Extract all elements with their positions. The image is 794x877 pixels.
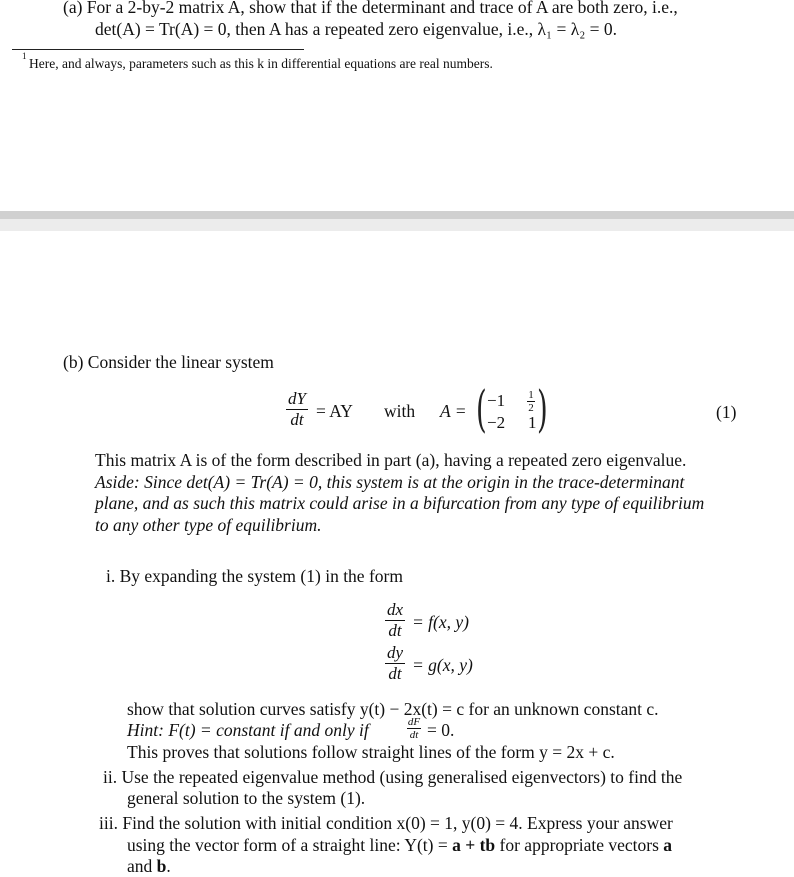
part-a-line-1: (a) For a 2-by-2 matrix A, show that if the determinant and trace of A are both zero, i.e.,: [63, 0, 678, 17]
part-b-intro: (b) Consider the linear system: [63, 352, 274, 372]
matrix-cell-21: −2: [487, 413, 506, 432]
sub-i-line-1: show that solution curves satisfy y(t) − 2x(t) = c for an unknown constant c.: [127, 699, 659, 719]
dx-dt-fraction: [385, 601, 405, 640]
half-denominator: 2: [528, 402, 534, 414]
sub-ii-line-2: general solution to the system (1).: [127, 788, 366, 808]
and-text: and: [127, 856, 157, 876]
dy-numerator: dy: [386, 643, 404, 662]
sub-iii-line-1: iii. Find the solution with initial condition x(0) = 1, y(0) = 4. Express your answer: [99, 813, 673, 833]
vector-a: a: [663, 835, 673, 855]
matrix-cell-22: 1: [528, 413, 537, 432]
hint-fraction: [407, 717, 421, 740]
dt-denominator: dt: [290, 410, 304, 429]
f-rhs: = f(x, y): [412, 612, 469, 632]
equation-1-A-equals: A =: [440, 401, 467, 421]
hint-equals-zero: = 0.: [427, 720, 455, 740]
equation-1-fraction: [286, 390, 308, 429]
part-b-aside-line-1: Aside: Since det(A) = Tr(A) = 0, this system is at the origin in the trace-determinant: [95, 472, 685, 492]
page-break: [0, 219, 794, 231]
period: .: [166, 856, 171, 876]
vector-form-expression: a + tb: [452, 835, 496, 855]
part-b-aside-line-3: to any other type of equilibrium.: [95, 515, 322, 535]
left-paren: (: [476, 380, 487, 438]
dF-numerator: dF: [407, 716, 421, 728]
footnote-mark: 1: [22, 51, 27, 61]
dx-numerator: dx: [386, 600, 404, 619]
vectors-text: for appropriate vectors: [495, 835, 664, 855]
dt-denominator: dt: [388, 664, 402, 683]
dY-numerator: dY: [288, 389, 306, 408]
part-b-aside-line-2: plane, and as such this matrix could arise in a bifurcation from any type of equilibrium: [95, 493, 705, 513]
dt-denominator: dt: [409, 729, 419, 741]
equation-1-with: with: [384, 401, 416, 421]
vector-form-text: using the vector form of a straight line: Y(t) =: [127, 835, 453, 855]
half-numerator: 1: [528, 389, 534, 401]
dt-denominator: dt: [388, 621, 402, 640]
footnote-rule: [12, 49, 304, 50]
equation-number-1: (1): [716, 402, 737, 422]
dy-dt-fraction: [385, 644, 405, 683]
sub-i-intro: i. By expanding the system (1) in the form: [106, 566, 403, 586]
right-paren: ): [537, 380, 548, 438]
sub-ii-line-1: ii. Use the repeated eigenvalue method (using generalised eigenvectors) to find the: [103, 767, 683, 787]
page-break-shadow: [0, 211, 794, 219]
footnote-text: Here, and always, parameters such as this k in differential equations are real numbers.: [29, 56, 493, 71]
matrix-cell-11: −1: [487, 391, 506, 410]
sub-i-hint: Hint: F(t) = constant if and only if: [127, 720, 369, 740]
vector-b: b: [156, 856, 167, 876]
matrix-cell-12: [527, 390, 535, 413]
sub-iii-line-2: [127, 835, 672, 856]
sub-iii-line-3: [127, 856, 171, 877]
sub-i-line-3: This proves that solutions follow straight lines of the form y = 2x + c.: [127, 742, 615, 762]
equation-1-rhs: = AY: [316, 401, 353, 421]
part-a-line-2: det(A) = Tr(A) = 0, then A has a repeated zero eigenvalue, i.e., λ₁ = λ₂ = 0.: [95, 19, 618, 39]
part-b-para-line-1: This matrix A is of the form described in part (a), having a repeated zero eigenvalue.: [95, 450, 687, 470]
g-rhs: = g(x, y): [412, 655, 473, 675]
